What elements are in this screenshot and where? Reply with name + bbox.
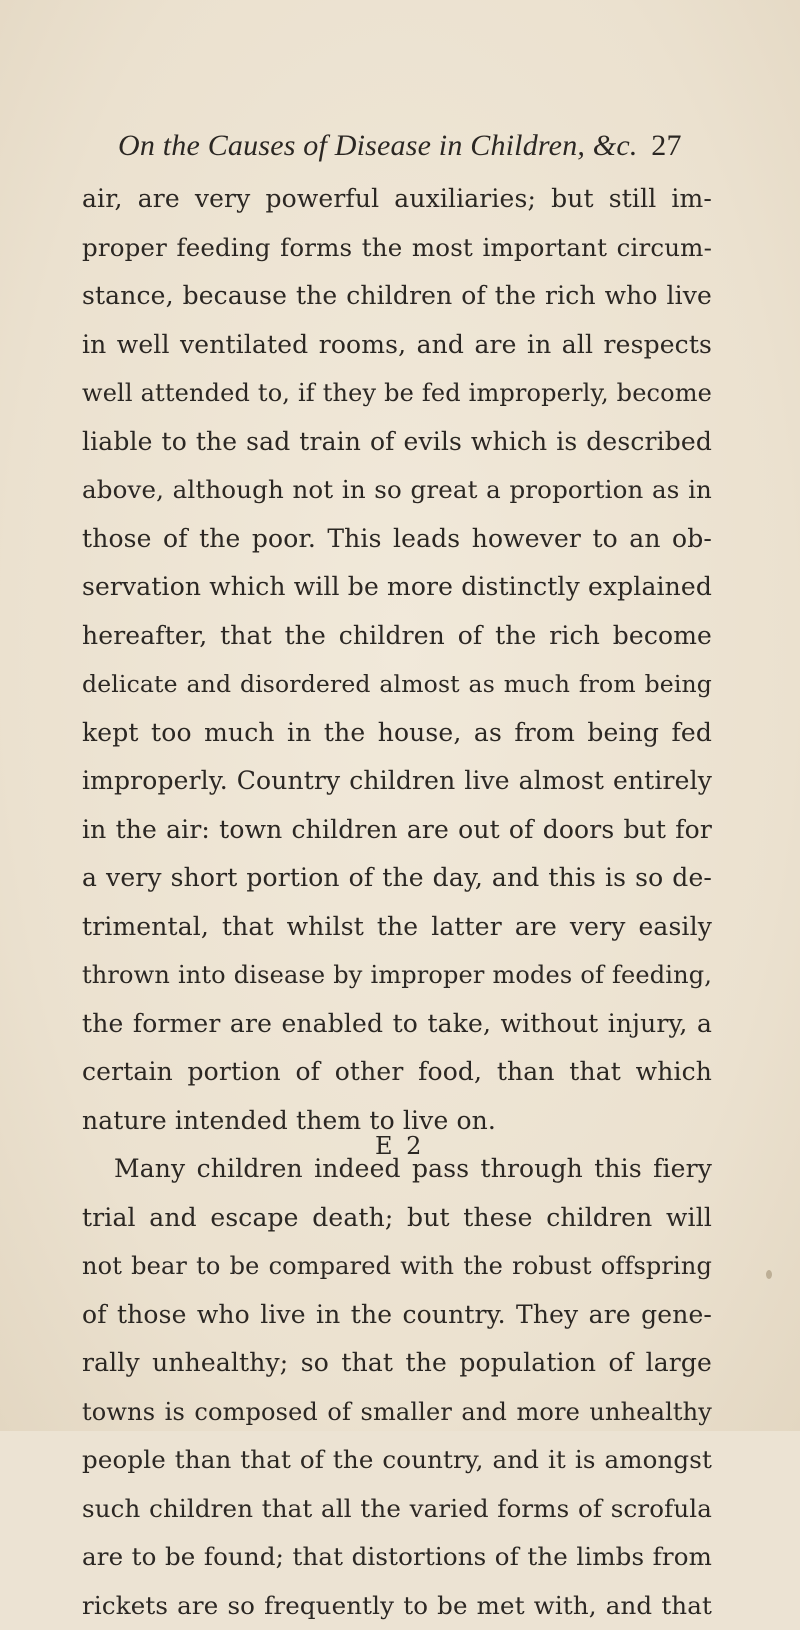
running-head (118, 128, 678, 164)
text-line: certain portion of other food, than that which (82, 1048, 712, 1097)
paragraph-end-line: nature intended them to live on. (82, 1097, 712, 1146)
text-line: are to be found; that distortions of the limbs from (82, 1533, 712, 1582)
text-line: in the air: town children are out of doors but for (82, 806, 712, 855)
text-line: those of the poor. This leads however to an ob- (82, 515, 712, 564)
text-line: people than that of the country, and it is amongst (82, 1436, 712, 1485)
text-line: not bear to be compared with the robust offspring (82, 1242, 712, 1291)
text-line: trimental, that whilst the latter are very easily (82, 903, 712, 952)
text-line: hereafter, that the children of the rich become (82, 612, 712, 661)
text-line: a very short portion of the day, and this is so de- (82, 854, 712, 903)
text-line: such children that all the varied forms of scrofula (82, 1485, 712, 1534)
text-line: proper feeding forms the most important circum- (82, 224, 712, 273)
text-line: rickets are so frequently to be met with, and that (82, 1582, 712, 1630)
text-line: kept too much in the house, as from being fed (82, 709, 712, 758)
text-line: the former are enabled to take, without injury, a (82, 1000, 712, 1049)
text-line: rally unhealthy; so that the population of large (82, 1339, 712, 1388)
text-line: well attended to, if they be fed improperly, become (82, 369, 712, 418)
running-head-title: On the Causes of Disease in Children, &c. (118, 129, 638, 162)
page-number: 27 (651, 129, 681, 162)
text-line: servation which will be more distinctly explained (82, 563, 712, 612)
text-line: above, although not in so great a proportion as in (82, 466, 712, 515)
paper-speck (766, 1270, 772, 1279)
text-line: trial and escape death; but these children will (82, 1194, 712, 1243)
text-line: towns is composed of smaller and more unhealthy (82, 1388, 712, 1437)
text-line: air, are very powerful auxiliaries; but still im- (82, 175, 712, 224)
text-line: delicate and disordered almost as much from being (82, 660, 712, 709)
text-line: thrown into disease by improper modes of feeding, (82, 951, 712, 1000)
body-text (82, 175, 712, 1630)
text-line: liable to the sad train of evils which is described (82, 418, 712, 467)
paragraph-start-line: Many children indeed pass through this fiery (82, 1145, 712, 1194)
text-line: improperly. Country children live almost entirely (82, 757, 712, 806)
signature-mark: E 2 (375, 1132, 424, 1160)
text-line: in well ventilated rooms, and are in all respects (82, 321, 712, 370)
text-line: stance, because the children of the rich who live (82, 272, 712, 321)
text-line: of those who live in the country. They are gene- (82, 1291, 712, 1340)
